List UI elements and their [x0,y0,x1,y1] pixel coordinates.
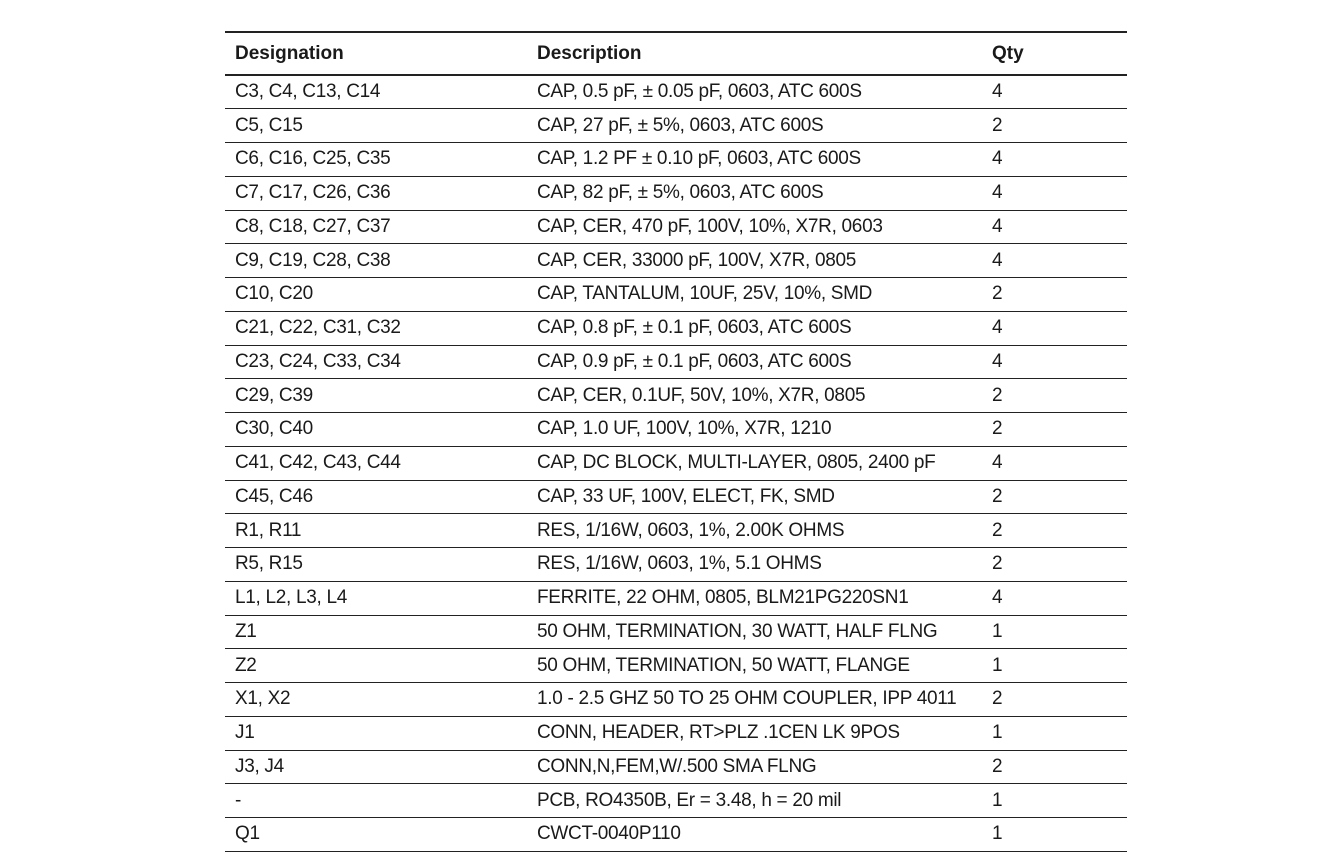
table-row [225,480,1127,514]
cell-description: CAP, CER, 470 pF, 100V, 10%, X7R, 0603 [527,210,982,244]
cell-description: CAP, 0.9 pF, ± 0.1 pF, 0603, ATC 600S [527,345,982,379]
cell-description: CWCT-0040P110 [527,818,982,852]
cell-designation: C9, C19, C28, C38 [225,244,527,278]
table-row [225,176,1127,210]
cell-qty: 2 [982,514,1127,548]
cell-designation: L1, L2, L3, L4 [225,581,527,615]
table-header [225,32,1127,75]
header-qty: Qty [982,32,1127,75]
cell-qty: 4 [982,581,1127,615]
table-row [225,750,1127,784]
cell-designation: Q1 [225,818,527,852]
cell-description: 50 OHM, TERMINATION, 50 WATT, FLANGE [527,649,982,683]
table-row [225,109,1127,143]
cell-qty: 1 [982,716,1127,750]
cell-qty: 4 [982,210,1127,244]
cell-description: CONN,N,FEM,W/.500 SMA FLNG [527,750,982,784]
cell-designation: C5, C15 [225,109,527,143]
cell-qty: 1 [982,818,1127,852]
header-description: Description [527,32,982,75]
cell-qty: 2 [982,750,1127,784]
cell-designation: C10, C20 [225,278,527,312]
table-row [225,311,1127,345]
cell-qty: 1 [982,649,1127,683]
cell-description: FERRITE, 22 OHM, 0805, BLM21PG220SN1 [527,581,982,615]
table-row [225,818,1127,852]
cell-description: 1.0 - 2.5 GHZ 50 TO 25 OHM COUPLER, IPP 4011 [527,683,982,717]
table-row [225,716,1127,750]
table-row [225,345,1127,379]
cell-description: CAP, 33 UF, 100V, ELECT, FK, SMD [527,480,982,514]
cell-qty: 1 [982,784,1127,818]
cell-description: CAP, 1.2 PF ± 0.10 pF, 0603, ATC 600S [527,143,982,177]
cell-description: CAP, 82 pF, ± 5%, 0603, ATC 600S [527,176,982,210]
table-row [225,784,1127,818]
cell-designation: C7, C17, C26, C36 [225,176,527,210]
cell-description: CAP, DC BLOCK, MULTI-LAYER, 0805, 2400 pF [527,446,982,480]
cell-qty: 1 [982,615,1127,649]
cell-description: CAP, 27 pF, ± 5%, 0603, ATC 600S [527,109,982,143]
table-row [225,514,1127,548]
table-row [225,581,1127,615]
table-row [225,649,1127,683]
header-designation: Designation [225,32,527,75]
cell-designation: J1 [225,716,527,750]
cell-designation: C45, C46 [225,480,527,514]
table-row [225,75,1127,109]
cell-designation: C23, C24, C33, C34 [225,345,527,379]
header-row [225,32,1127,75]
cell-description: RES, 1/16W, 0603, 1%, 2.00K OHMS [527,514,982,548]
cell-description: PCB, RO4350B, Er = 3.48, h = 20 mil [527,784,982,818]
table-row [225,143,1127,177]
cell-designation: C6, C16, C25, C35 [225,143,527,177]
cell-qty: 2 [982,480,1127,514]
cell-designation: C3, C4, C13, C14 [225,75,527,109]
cell-description: CAP, TANTALUM, 10UF, 25V, 10%, SMD [527,278,982,312]
table-row [225,244,1127,278]
table-row [225,278,1127,312]
cell-description: RES, 1/16W, 0603, 1%, 5.1 OHMS [527,548,982,582]
cell-designation: C8, C18, C27, C37 [225,210,527,244]
cell-qty: 4 [982,345,1127,379]
cell-qty: 4 [982,244,1127,278]
cell-designation: C41, C42, C43, C44 [225,446,527,480]
cell-qty: 2 [982,548,1127,582]
cell-description: CAP, 1.0 UF, 100V, 10%, X7R, 1210 [527,413,982,447]
cell-designation: C21, C22, C31, C32 [225,311,527,345]
cell-qty: 4 [982,446,1127,480]
cell-designation: Z2 [225,649,527,683]
cell-qty: 2 [982,278,1127,312]
cell-designation: C29, C39 [225,379,527,413]
bill-of-materials-table [225,31,1127,852]
table-row [225,615,1127,649]
cell-description: 50 OHM, TERMINATION, 30 WATT, HALF FLNG [527,615,982,649]
cell-designation: J3, J4 [225,750,527,784]
cell-qty: 4 [982,311,1127,345]
cell-description: CONN, HEADER, RT>PLZ .1CEN LK 9POS [527,716,982,750]
table-row [225,413,1127,447]
cell-qty: 4 [982,75,1127,109]
table-row [225,683,1127,717]
cell-designation: R5, R15 [225,548,527,582]
cell-description: CAP, 0.8 pF, ± 0.1 pF, 0603, ATC 600S [527,311,982,345]
cell-qty: 2 [982,683,1127,717]
cell-designation: C30, C40 [225,413,527,447]
cell-designation: X1, X2 [225,683,527,717]
table-body [225,75,1127,851]
table-row [225,446,1127,480]
cell-designation: Z1 [225,615,527,649]
cell-designation: R1, R11 [225,514,527,548]
cell-qty: 2 [982,413,1127,447]
table-row [225,548,1127,582]
cell-designation: - [225,784,527,818]
cell-description: CAP, CER, 0.1UF, 50V, 10%, X7R, 0805 [527,379,982,413]
cell-description: CAP, 0.5 pF, ± 0.05 pF, 0603, ATC 600S [527,75,982,109]
cell-qty: 4 [982,143,1127,177]
cell-description: CAP, CER, 33000 pF, 100V, X7R, 0805 [527,244,982,278]
table-row [225,210,1127,244]
cell-qty: 2 [982,109,1127,143]
cell-qty: 4 [982,176,1127,210]
cell-qty: 2 [982,379,1127,413]
table-row [225,379,1127,413]
